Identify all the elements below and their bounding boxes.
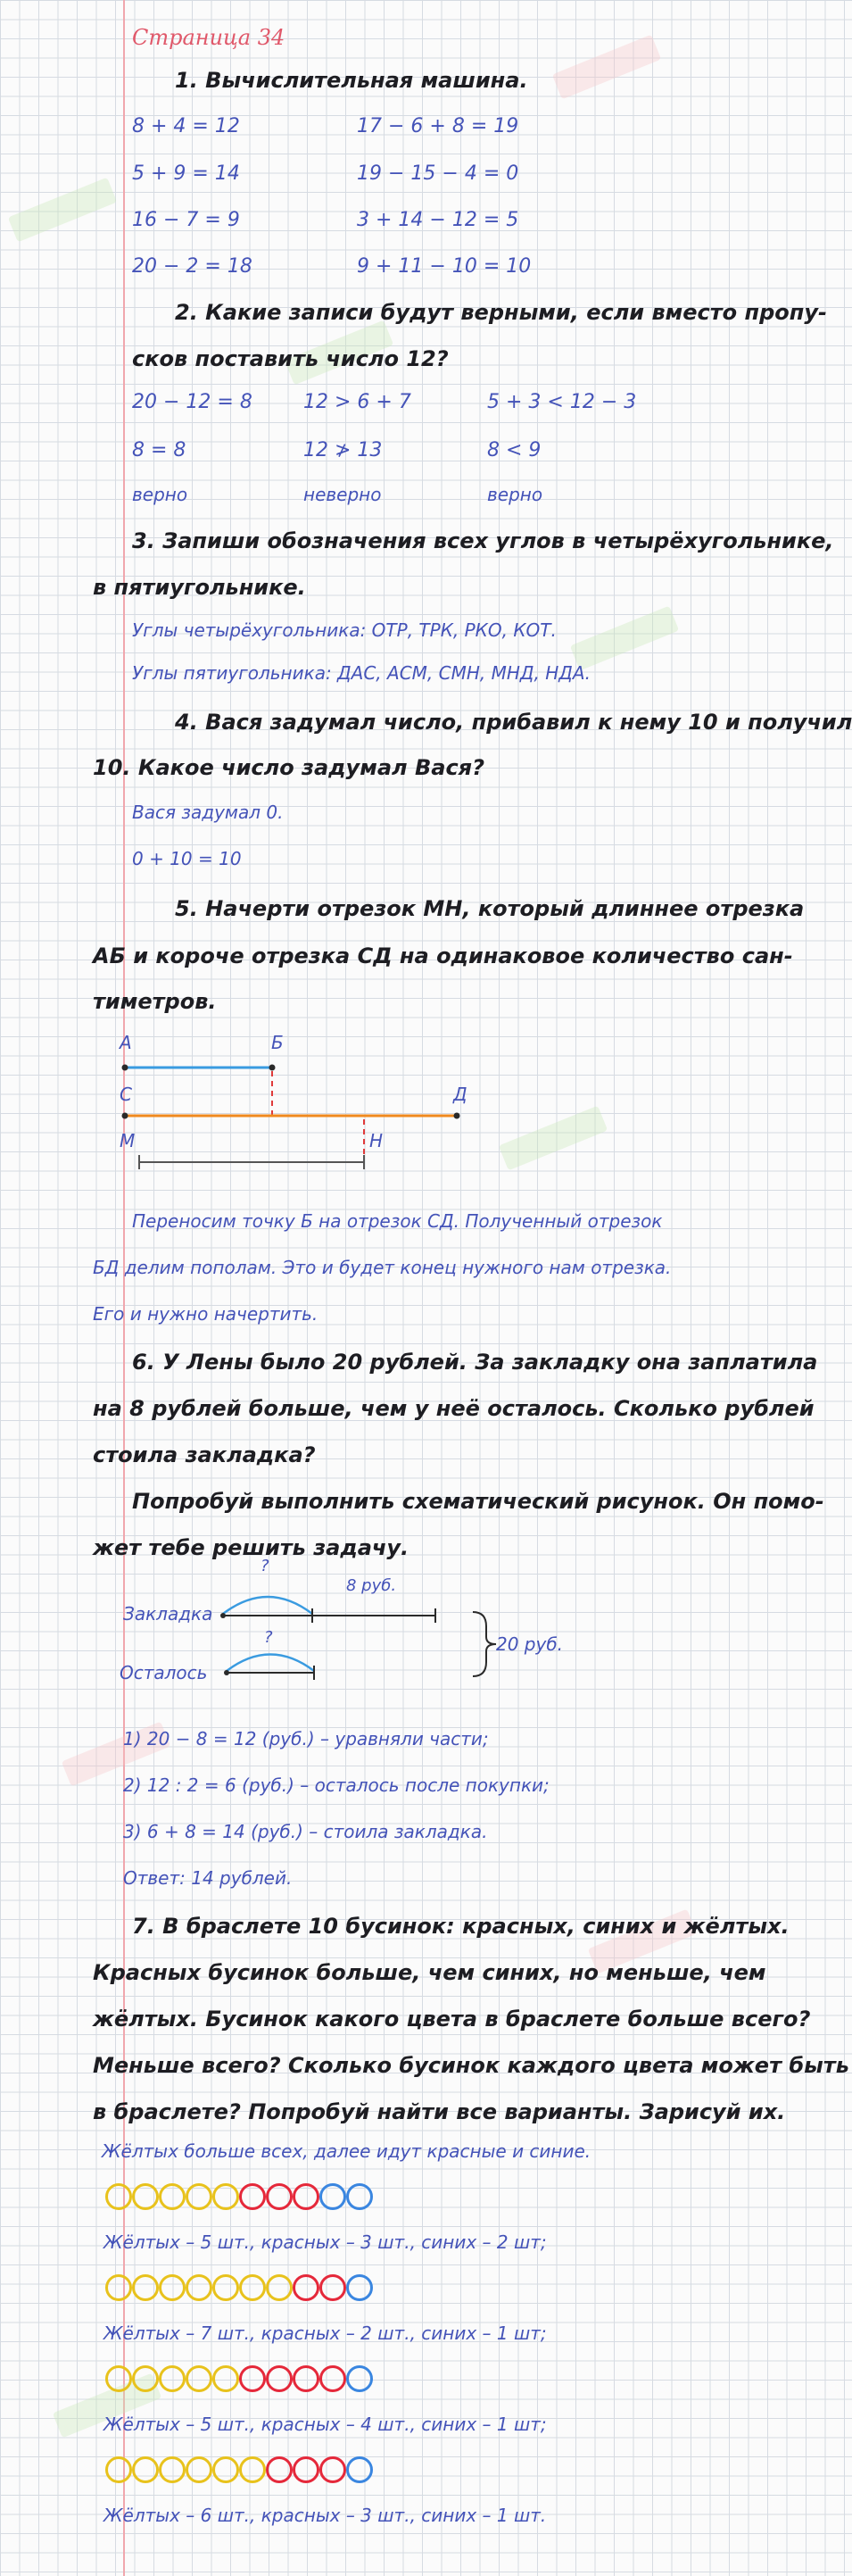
red-bead: [239, 2365, 266, 2392]
label-n: Н: [369, 1130, 384, 1151]
red-bead: [266, 2365, 293, 2392]
red-bead: [266, 2456, 293, 2483]
yellow-bead: [105, 2365, 132, 2392]
ex4-answer-2: 0 + 10 = 10: [132, 848, 242, 869]
red-bead: [266, 2183, 293, 2210]
ex5-answer-2: БД делим пополам. Это и будет конец нужного нам отрезка.: [93, 1257, 672, 1278]
ex4-title-2: 10. Какое число задумал Вася?: [93, 755, 484, 780]
variant-1-caption: Жёлтых – 5 шт., красных – 3 шт., синих – 2 шт;: [103, 2231, 547, 2253]
total-label: 20 руб.: [496, 1633, 564, 1655]
yellow-bead: [186, 2456, 212, 2483]
red-bead: [319, 2274, 346, 2301]
step-3: 3) 6 + 8 = 14 (руб.) – стоила закладка.: [123, 1821, 488, 1842]
ex4-answer-1: Вася задумал 0.: [132, 802, 284, 823]
diff-label: 8 руб.: [346, 1576, 397, 1595]
step-1: 1) 20 − 8 = 12 (руб.) – уравняли части;: [123, 1728, 489, 1749]
point-d: [454, 1113, 460, 1119]
row-remaining-label: Осталось: [120, 1662, 208, 1683]
yellow-bead: [212, 2274, 239, 2301]
yellow-bead: [239, 2456, 266, 2483]
blue-bead: [346, 2274, 373, 2301]
ex2-title-2: сков поставить число 12?: [132, 346, 449, 371]
ex3-answer-1: Углы четырёхугольника: ОТР, ТРК, РКО, КОТ.: [132, 619, 557, 641]
label-m: М: [120, 1130, 136, 1151]
yellow-bead: [105, 2183, 132, 2210]
question-bookmark: ?: [261, 1557, 269, 1575]
ex1-right-3: 3 + 14 − 12 = 5: [357, 209, 519, 231]
point-c: [122, 1113, 128, 1119]
yellow-bead: [186, 2365, 212, 2392]
ex2-col3-2: 8 < 9: [487, 439, 542, 461]
ex3-title-1: 3. Запиши обозначения всех углов в четырёхугольнике,: [132, 528, 834, 553]
label-a: А: [120, 1032, 132, 1053]
ex6-hint-1: Попробуй выполнить схематический рисунок. Он помо-: [132, 1489, 824, 1514]
bookmark-start-dot: [220, 1613, 226, 1618]
yellow-bead: [105, 2274, 132, 2301]
ex6-title-2: на 8 рублей больше, чем у неё осталось. Сколько рублей: [93, 1396, 815, 1421]
yellow-bead: [212, 2456, 239, 2483]
label-d: Д: [453, 1084, 467, 1105]
red-bead: [239, 2183, 266, 2210]
ex1-right-2: 19 − 15 − 4 = 0: [357, 162, 519, 185]
page-label: Страница 34: [132, 25, 285, 50]
blue-bead: [319, 2183, 346, 2210]
step-2: 2) 12 : 2 = 6 (руб.) – осталось после покупки;: [123, 1774, 550, 1796]
red-bead: [293, 2274, 319, 2301]
ex7-title-3: жёлтых. Бусинок какого цвета в браслете больше всего?: [93, 2007, 811, 2032]
yellow-bead: [186, 2274, 212, 2301]
yellow-bead: [212, 2183, 239, 2210]
total-brace: [473, 1612, 496, 1676]
yellow-bead: [132, 2183, 159, 2210]
yellow-bead: [159, 2456, 186, 2483]
yellow-bead: [132, 2365, 159, 2392]
ex2-col1-2: 8 = 8: [132, 439, 186, 461]
yellow-bead: [159, 2274, 186, 2301]
yellow-bead: [239, 2274, 266, 2301]
yellow-bead: [132, 2456, 159, 2483]
variant-3-caption: Жёлтых – 5 шт., красных – 4 шт., синих – 1 шт;: [103, 2414, 547, 2435]
point-a: [122, 1065, 128, 1071]
ex6-hint-2: жет тебе решить задачу.: [93, 1535, 409, 1560]
ex2-title-1: 2. Какие записи будут верными, если вместо пропу-: [175, 300, 827, 325]
variant-2-caption: Жёлтых – 7 шт., красных – 2 шт., синих – 1 шт;: [103, 2323, 547, 2344]
yellow-bead: [132, 2274, 159, 2301]
blue-bead: [346, 2456, 373, 2483]
arc-bookmark: [223, 1597, 312, 1614]
ex3-title-2: в пятиугольнике.: [93, 575, 306, 600]
ex2-col2-3: неверно: [303, 484, 382, 505]
row-bookmark-label: Закладка: [123, 1603, 213, 1625]
red-bead: [293, 2183, 319, 2210]
yellow-bead: [212, 2365, 239, 2392]
ex6-title-3: стоила закладка?: [93, 1442, 316, 1467]
ex2-col2-1: 12 > 6 + 7: [303, 391, 411, 413]
red-bead: [319, 2456, 346, 2483]
yellow-bead: [159, 2183, 186, 2210]
ex4-title-1: 4. Вася задумал число, прибавил к нему 10 и получил: [175, 710, 852, 735]
ex1-title: 1. Вычислительная машина.: [175, 68, 528, 93]
yellow-bead: [266, 2274, 293, 2301]
ex7-intro: Жёлтых больше всех, далее идут красные и синие.: [102, 2140, 591, 2162]
blue-bead: [346, 2183, 373, 2210]
ex1-left-3: 16 − 7 = 9: [132, 209, 240, 231]
ex2-col3-3: верно: [487, 484, 543, 505]
ex1-right-1: 17 − 6 + 8 = 19: [357, 115, 519, 137]
ex1-right-4: 9 + 11 − 10 = 10: [357, 255, 532, 278]
red-bead: [293, 2456, 319, 2483]
question-remaining: ?: [264, 1628, 273, 1647]
ex5-title-2: АБ и короче отрезка СД на одинаковое количество сан-: [93, 943, 793, 968]
ex7-title-4: Меньше всего? Сколько бусинок каждого цвета может быть: [93, 2053, 849, 2078]
ex7-title-1: 7. В браслете 10 бусинок: красных, синих и жёлтых.: [132, 1914, 790, 1939]
ex2-col1-1: 20 − 12 = 8: [132, 391, 252, 413]
yellow-bead: [186, 2183, 212, 2210]
ex5-answer-3: Его и нужно начертить.: [93, 1303, 318, 1325]
ex7-title-5: в браслете? Попробуй найти все варианты. Зарисуй их.: [93, 2099, 786, 2124]
label-b: Б: [271, 1032, 284, 1053]
yellow-bead: [159, 2365, 186, 2392]
ex2-col1-3: верно: [132, 484, 188, 505]
yellow-bead: [105, 2456, 132, 2483]
remaining-start-dot: [224, 1670, 229, 1675]
ex1-left-4: 20 − 2 = 18: [132, 255, 252, 278]
ex1-left-1: 8 + 4 = 12: [132, 115, 240, 137]
ex2-col2-2: 12 ≯ 13: [303, 439, 383, 461]
ex6-title-1: 6. У Лены было 20 рублей. За закладку она заплатила: [132, 1350, 818, 1375]
ex7-title-2: Красных бусинок больше, чем синих, но меньше, чем: [93, 1960, 766, 1985]
red-bead: [293, 2365, 319, 2392]
ex5-title-3: тиметров.: [93, 989, 217, 1014]
arc-remaining: [227, 1655, 314, 1672]
ex2-col3-1: 5 + 3 < 12 − 3: [487, 391, 637, 413]
point-b: [269, 1065, 276, 1071]
ex6-answer: Ответ: 14 рублей.: [123, 1867, 293, 1889]
ex5-title-1: 5. Начерти отрезок МН, который длиннее отрезка: [175, 896, 805, 921]
ex3-answer-2: Углы пятиугольника: ДАС, АСМ, СМН, МНД, НДА.: [132, 662, 591, 684]
ex1-left-2: 5 + 9 = 14: [132, 162, 240, 185]
variant-4-caption: Жёлтых – 6 шт., красных – 3 шт., синих – 1 шт.: [103, 2505, 547, 2526]
ex5-answer-1: Переносим точку Б на отрезок СД. Полученный отрезок: [132, 1210, 663, 1232]
label-c: С: [120, 1084, 132, 1105]
blue-bead: [346, 2365, 373, 2392]
red-bead: [319, 2365, 346, 2392]
